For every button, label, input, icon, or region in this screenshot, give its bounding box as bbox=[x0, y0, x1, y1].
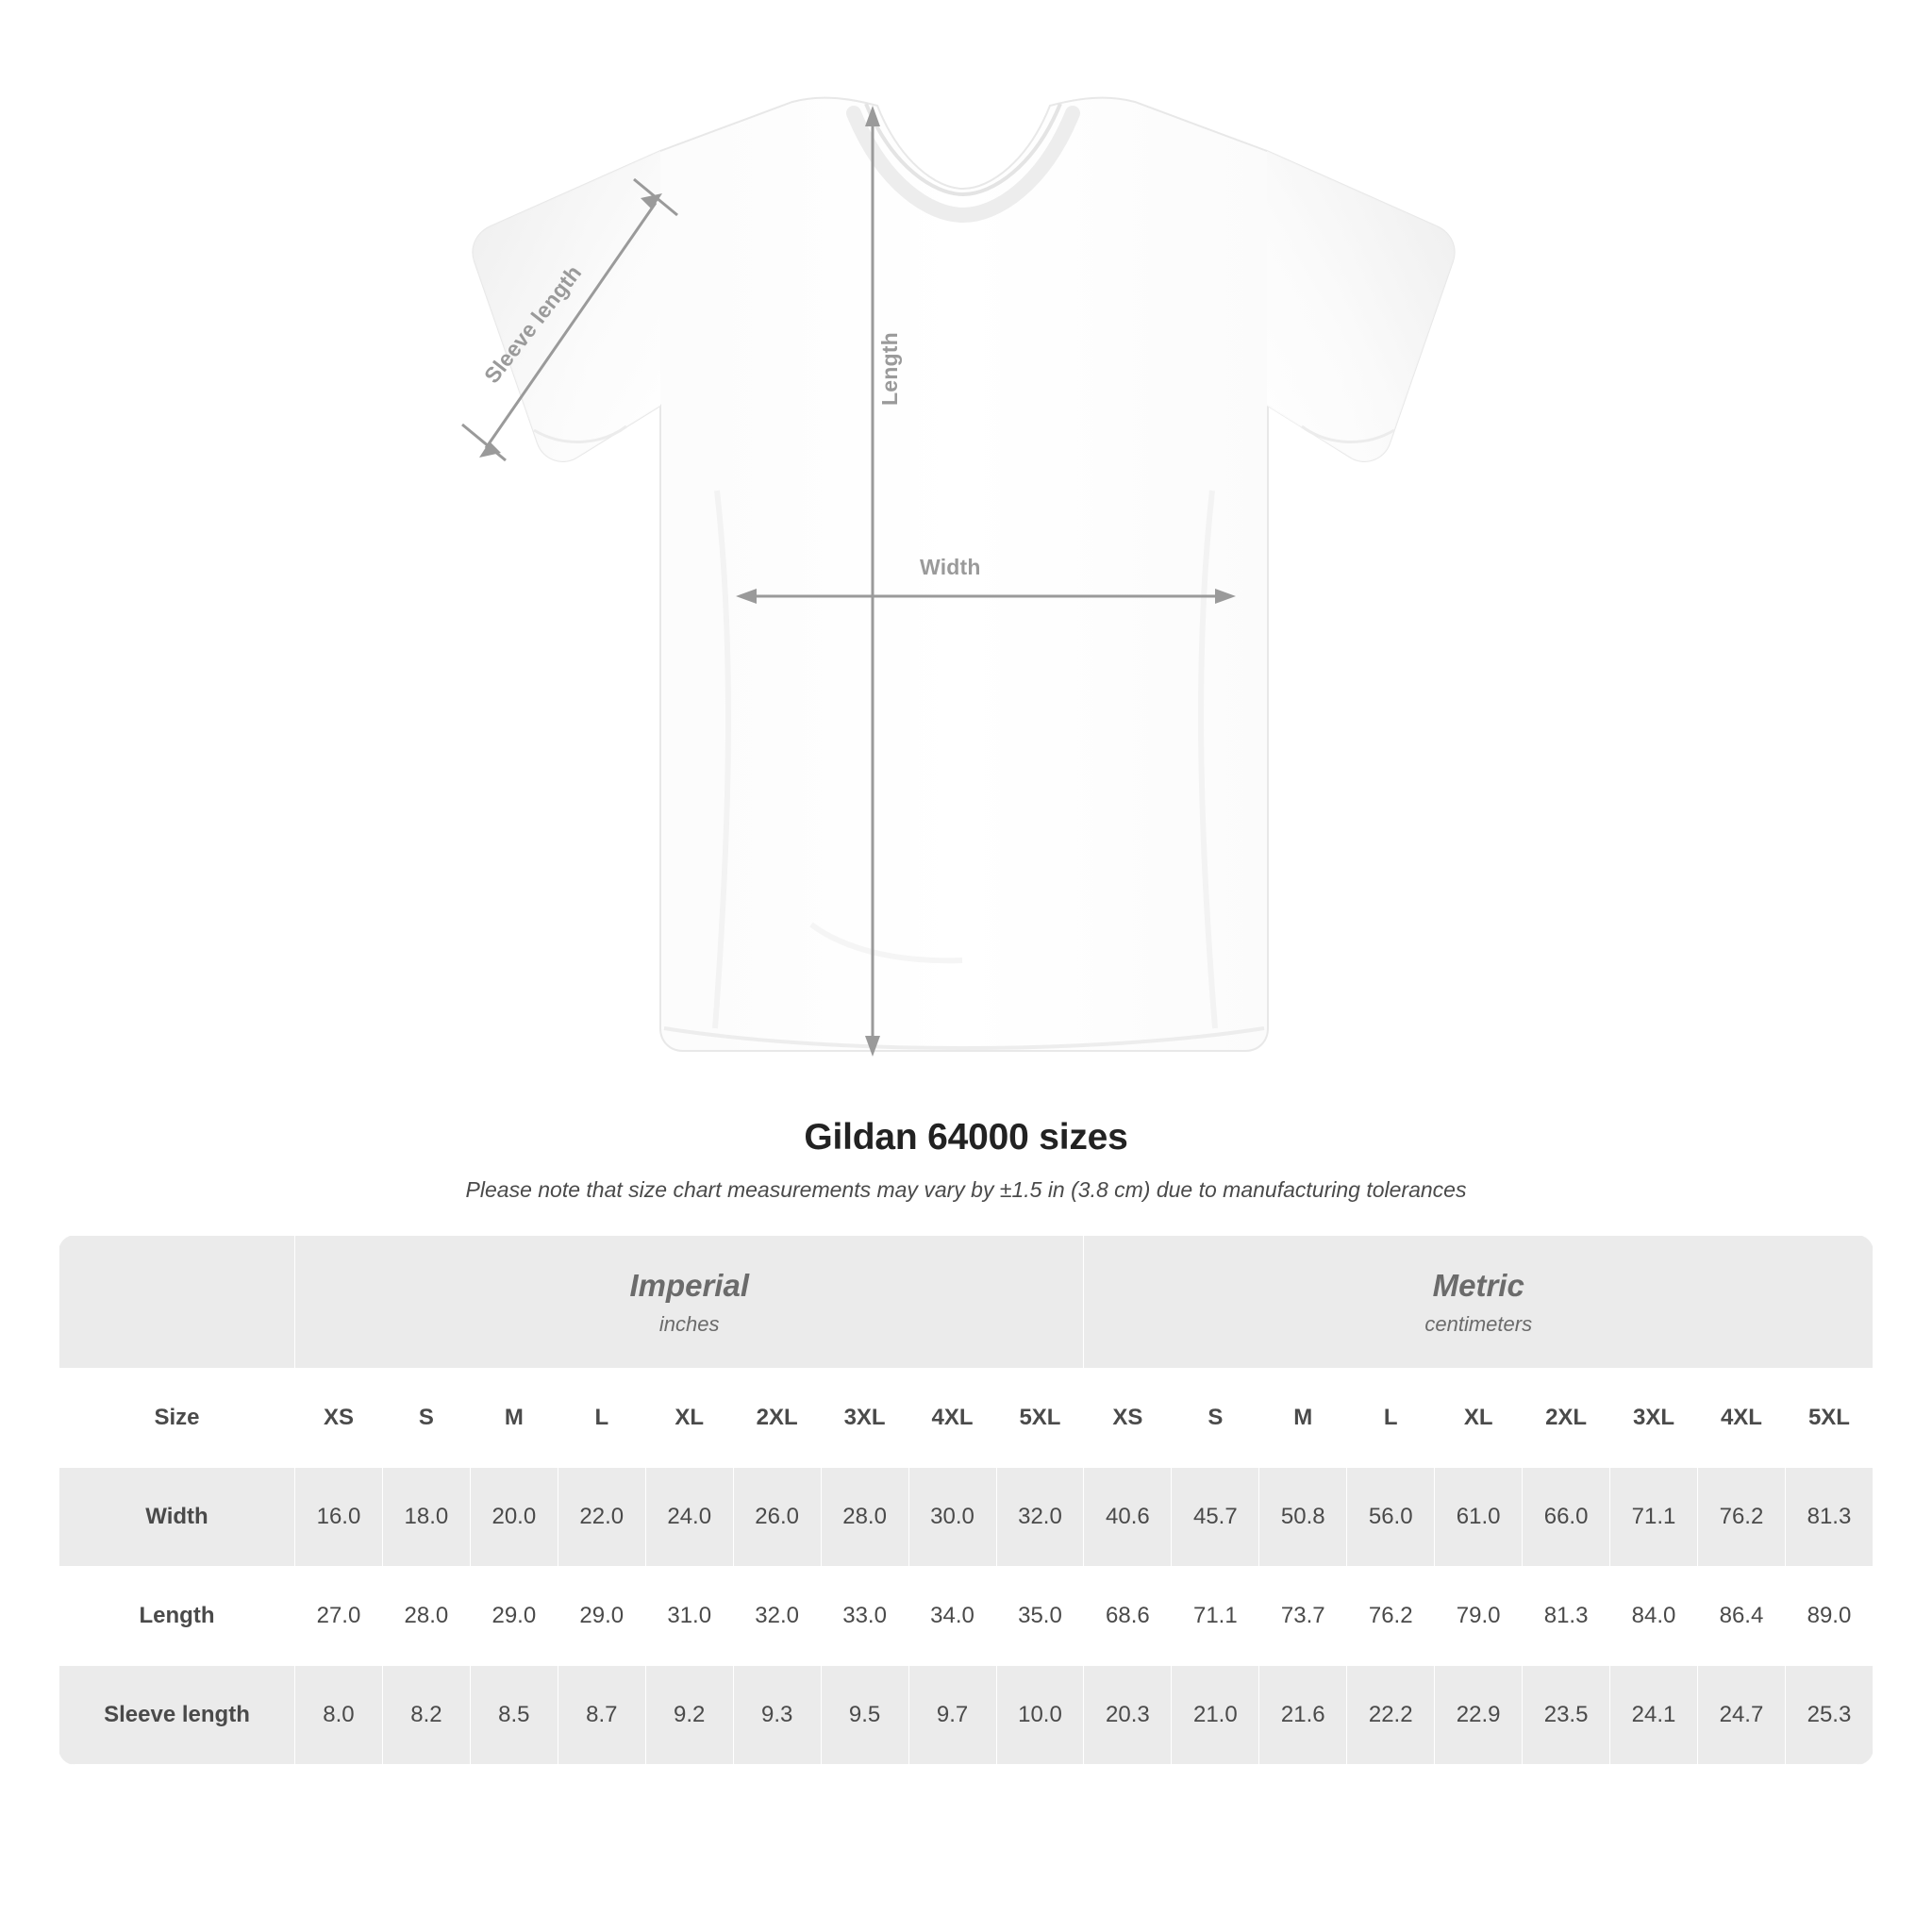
dimension-label-sleeve-length: Sleeve length bbox=[479, 260, 587, 389]
row-label-width: Width bbox=[59, 1468, 295, 1567]
cell-sleeve-3: 8.7 bbox=[558, 1666, 645, 1765]
cell-sleeve-17: 25.3 bbox=[1785, 1666, 1873, 1765]
cell-width-6: 28.0 bbox=[821, 1468, 908, 1567]
cell-sleeve-6: 9.5 bbox=[821, 1666, 908, 1765]
cell-width-15: 71.1 bbox=[1610, 1468, 1698, 1567]
table-header-row bbox=[59, 1369, 1874, 1468]
cell-sleeve-7: 9.7 bbox=[908, 1666, 996, 1765]
header-col-6: 3XL bbox=[821, 1369, 908, 1468]
header-col-1: S bbox=[382, 1369, 470, 1468]
cell-width-3: 22.0 bbox=[558, 1468, 645, 1567]
unit-group-metric-sub: centimeters bbox=[1424, 1311, 1533, 1336]
cell-sleeve-4: 9.2 bbox=[645, 1666, 733, 1765]
cell-sleeve-5: 9.3 bbox=[733, 1666, 821, 1765]
cell-width-10: 45.7 bbox=[1172, 1468, 1259, 1567]
cell-length-4: 31.0 bbox=[645, 1567, 733, 1666]
cell-width-11: 50.8 bbox=[1259, 1468, 1347, 1567]
cell-length-0: 27.0 bbox=[295, 1567, 383, 1666]
cell-width-16: 76.2 bbox=[1698, 1468, 1786, 1567]
cell-width-4: 24.0 bbox=[645, 1468, 733, 1567]
cell-width-5: 26.0 bbox=[733, 1468, 821, 1567]
cell-sleeve-8: 10.0 bbox=[996, 1666, 1084, 1765]
header-col-0: XS bbox=[295, 1369, 383, 1468]
cell-sleeve-14: 23.5 bbox=[1523, 1666, 1610, 1765]
header-col-5: 2XL bbox=[733, 1369, 821, 1468]
header-col-14: 2XL bbox=[1523, 1369, 1610, 1468]
cell-width-7: 30.0 bbox=[908, 1468, 996, 1567]
unit-group-imperial bbox=[295, 1236, 1084, 1369]
cell-width-1: 18.0 bbox=[382, 1468, 470, 1567]
cell-length-6: 33.0 bbox=[821, 1567, 908, 1666]
cell-width-13: 61.0 bbox=[1435, 1468, 1523, 1567]
cell-width-14: 66.0 bbox=[1523, 1468, 1610, 1567]
table-corner-cell bbox=[59, 1236, 295, 1369]
cell-length-10: 71.1 bbox=[1172, 1567, 1259, 1666]
cell-length-13: 79.0 bbox=[1435, 1567, 1523, 1666]
cell-sleeve-9: 20.3 bbox=[1084, 1666, 1172, 1765]
cell-width-8: 32.0 bbox=[996, 1468, 1084, 1567]
header-col-17: 5XL bbox=[1785, 1369, 1873, 1468]
header-col-10: S bbox=[1172, 1369, 1259, 1468]
table-row bbox=[59, 1567, 1874, 1666]
cell-length-12: 76.2 bbox=[1347, 1567, 1435, 1666]
header-col-8: 5XL bbox=[996, 1369, 1084, 1468]
cell-width-2: 20.0 bbox=[470, 1468, 558, 1567]
title-block bbox=[0, 1117, 1932, 1203]
cell-length-16: 86.4 bbox=[1698, 1567, 1786, 1666]
header-col-15: 3XL bbox=[1610, 1369, 1698, 1468]
header-col-12: L bbox=[1347, 1369, 1435, 1468]
cell-sleeve-11: 21.6 bbox=[1259, 1666, 1347, 1765]
header-col-9: XS bbox=[1084, 1369, 1172, 1468]
cell-sleeve-12: 22.2 bbox=[1347, 1666, 1435, 1765]
cell-sleeve-0: 8.0 bbox=[295, 1666, 383, 1765]
dimension-label-length: Length bbox=[877, 332, 902, 406]
header-col-16: 4XL bbox=[1698, 1369, 1786, 1468]
header-col-13: XL bbox=[1435, 1369, 1523, 1468]
cell-width-0: 16.0 bbox=[295, 1468, 383, 1567]
table-row bbox=[59, 1666, 1874, 1765]
unit-header-row bbox=[59, 1236, 1874, 1369]
cell-length-2: 29.0 bbox=[470, 1567, 558, 1666]
unit-group-metric-name: Metric bbox=[1432, 1268, 1524, 1304]
unit-group-imperial-sub: inches bbox=[658, 1311, 720, 1336]
unit-group-imperial-name: Imperial bbox=[629, 1268, 749, 1304]
header-col-4: XL bbox=[645, 1369, 733, 1468]
cell-length-3: 29.0 bbox=[558, 1567, 645, 1666]
page-title: Gildan 64000 sizes bbox=[804, 1117, 1128, 1158]
cell-sleeve-16: 24.7 bbox=[1698, 1666, 1786, 1765]
header-col-7: 4XL bbox=[908, 1369, 996, 1468]
header-size: Size bbox=[59, 1369, 295, 1468]
size-table bbox=[58, 1235, 1874, 1765]
cell-width-12: 56.0 bbox=[1347, 1468, 1435, 1567]
cell-width-9: 40.6 bbox=[1084, 1468, 1172, 1567]
unit-group-metric bbox=[1084, 1236, 1874, 1369]
size-table-container bbox=[58, 1235, 1874, 1765]
cell-length-14: 81.3 bbox=[1523, 1567, 1610, 1666]
cell-length-17: 89.0 bbox=[1785, 1567, 1873, 1666]
header-col-3: L bbox=[558, 1369, 645, 1468]
tolerance-note: Please note that size chart measurements may vary by ±1.5 in (3.8 cm) due to manufacturing tolerances bbox=[465, 1177, 1467, 1202]
cell-length-8: 35.0 bbox=[996, 1567, 1084, 1666]
row-label-sleeve-length: Sleeve length bbox=[59, 1666, 295, 1765]
cell-sleeve-1: 8.2 bbox=[382, 1666, 470, 1765]
cell-sleeve-15: 24.1 bbox=[1610, 1666, 1698, 1765]
cell-length-7: 34.0 bbox=[908, 1567, 996, 1666]
cell-sleeve-10: 21.0 bbox=[1172, 1666, 1259, 1765]
cell-width-17: 81.3 bbox=[1785, 1468, 1873, 1567]
cell-length-5: 32.0 bbox=[733, 1567, 821, 1666]
cell-length-9: 68.6 bbox=[1084, 1567, 1172, 1666]
dimension-label-width: Width bbox=[920, 555, 981, 579]
header-col-11: M bbox=[1259, 1369, 1347, 1468]
cell-length-15: 84.0 bbox=[1610, 1567, 1698, 1666]
row-label-length: Length bbox=[59, 1567, 295, 1666]
table-row bbox=[59, 1468, 1874, 1567]
cell-sleeve-13: 22.9 bbox=[1435, 1666, 1523, 1765]
cell-length-1: 28.0 bbox=[382, 1567, 470, 1666]
cell-length-11: 73.7 bbox=[1259, 1567, 1347, 1666]
cell-sleeve-2: 8.5 bbox=[470, 1666, 558, 1765]
header-col-2: M bbox=[470, 1369, 558, 1468]
